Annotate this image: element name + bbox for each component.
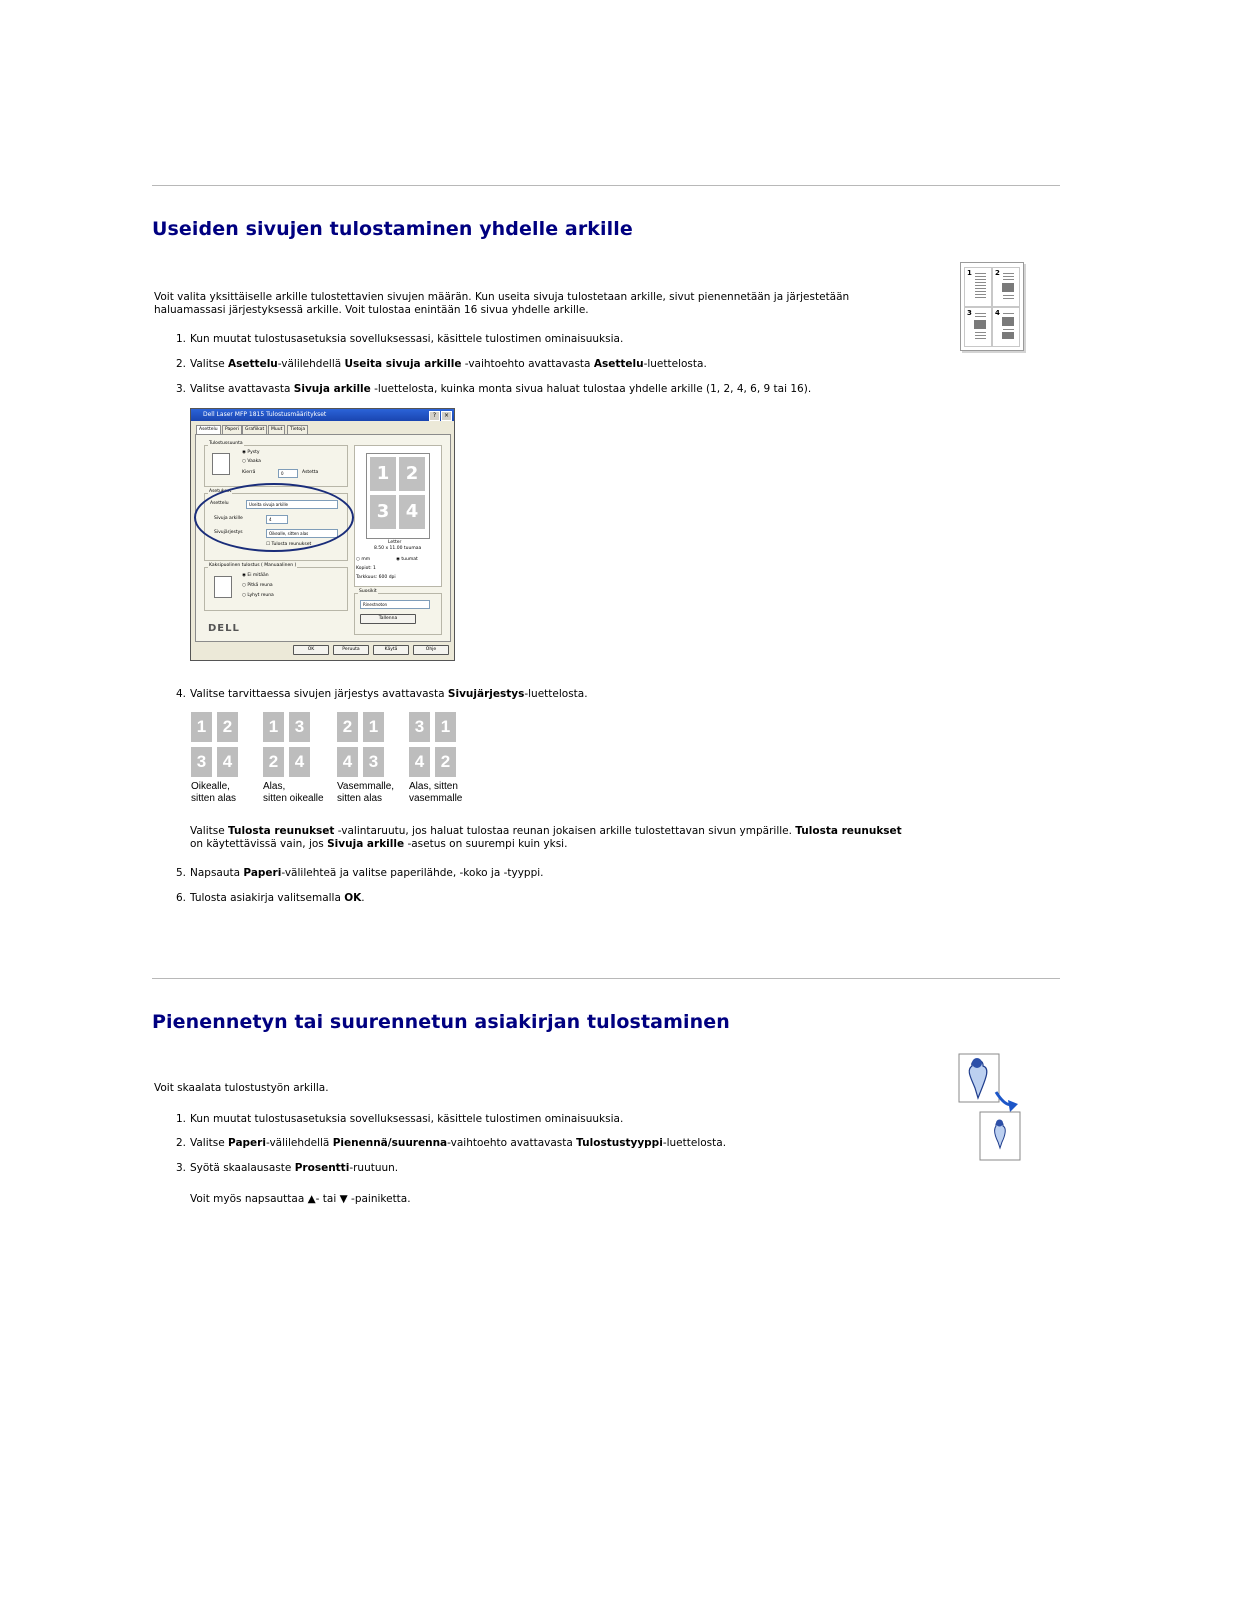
- ui-term: OK: [344, 892, 362, 904]
- ok-button[interactable]: OK: [293, 645, 329, 655]
- portrait-radio[interactable]: ◉ Pysty: [242, 450, 260, 455]
- order-caption: Alas,: [263, 781, 286, 792]
- order-page: 1: [435, 712, 456, 742]
- rotate-label: Kierrä: [242, 470, 256, 475]
- step-text: -luettelosta.: [643, 358, 707, 370]
- step-item: [175, 358, 707, 371]
- step-number: 2.: [175, 358, 186, 370]
- section-heading-multiple-pages: Useiden sivujen tulostaminen yhdelle arkille: [152, 218, 633, 240]
- preview-page: 3: [370, 495, 396, 529]
- tab-other[interactable]: Muut: [268, 425, 285, 435]
- cancel-button[interactable]: Peruuta: [333, 645, 369, 655]
- large-page-icon: [959, 1054, 999, 1102]
- step-number: 4.: [175, 688, 186, 700]
- duplex-page-icon: [214, 576, 232, 598]
- step-text: -luettelosta, kuinka monta sivua haluat tulostaa yhdelle arkille (1, 2, 4, 6, 9 tai 16).: [370, 383, 812, 395]
- step-text: -välilehdellä: [277, 358, 345, 370]
- checkbox-label: Tulosta reunukset: [271, 542, 312, 547]
- step-item: [175, 383, 812, 396]
- small-page-icon: [980, 1112, 1020, 1160]
- paper-size: 8.50 x 11.00 tuumaa: [374, 546, 422, 551]
- scaling-illustration: [956, 1052, 1026, 1164]
- tab-about[interactable]: Tietoja: [287, 425, 308, 435]
- radio-label: Ei mitään: [247, 573, 269, 578]
- save-button[interactable]: Tallenna: [360, 614, 416, 624]
- up-arrow-icon: ▲: [307, 1193, 316, 1205]
- step-text: Napsauta: [190, 867, 244, 879]
- duplex-long-radio[interactable]: ○ Pitkä reuna: [242, 583, 273, 588]
- thumbnail-page-number: 4: [995, 309, 1000, 317]
- step-text: -välilehdellä: [265, 1137, 333, 1149]
- order-page: 2: [337, 712, 358, 742]
- note-text: -valintaruutu, jos haluat tulostaa reunan jokaisen arkille tulostettavan sivun ympärille.: [334, 825, 796, 837]
- step-number: 1.: [175, 1113, 186, 1125]
- order-caption: vasemmalle: [409, 793, 463, 804]
- order-caption: sitten oikealle: [263, 793, 324, 804]
- layout-select[interactable]: Useita sivuja arkille: [246, 500, 338, 509]
- unit-mm-radio[interactable]: ○ mm: [356, 557, 371, 562]
- thumbnail-page-number: 3: [967, 309, 972, 317]
- borders-note: [190, 825, 970, 851]
- order-page: 1: [263, 712, 284, 742]
- group-label: Tulostussuunta: [209, 441, 243, 446]
- order-page: 3: [191, 747, 212, 777]
- order-caption: Alas, sitten: [409, 781, 458, 792]
- duplex-none-radio[interactable]: ◉ Ei mitään: [242, 573, 269, 578]
- paper-name: Letter: [388, 540, 402, 545]
- step-text: Valitse: [190, 1137, 229, 1149]
- thumbnail-page: [992, 307, 1020, 347]
- section-divider: [152, 978, 1060, 979]
- step-text: -vaihtoehto avattavasta: [461, 358, 594, 370]
- order-page: 1: [363, 712, 384, 742]
- ui-term: Tulostustyyppi: [576, 1137, 663, 1149]
- order-caption: sitten alas: [337, 793, 383, 804]
- order-page: 4: [289, 747, 310, 777]
- arrow-head: [1008, 1100, 1018, 1112]
- step-item: [175, 333, 624, 346]
- radio-label: mm: [361, 557, 371, 562]
- group-label: Asetukset: [209, 489, 232, 494]
- step-item: [175, 688, 588, 701]
- order-caption: sitten alas: [191, 793, 237, 804]
- step-text: -välilehteä ja valitse paperilähde, -koko ja -tyyppi.: [281, 867, 544, 879]
- ui-term: Tulosta reunukset: [795, 825, 902, 837]
- order-page: 4: [409, 747, 430, 777]
- step-number: 5.: [175, 867, 186, 879]
- step-text: -luettelosta.: [524, 688, 588, 700]
- note-text: Voit myös napsauttaa: [190, 1193, 308, 1205]
- step-item: [175, 1162, 399, 1175]
- step-text: Kun muutat tulostusasetuksia sovelluksessasi, käsittele tulostimen ominaisuuksia.: [190, 1113, 624, 1125]
- apply-button[interactable]: Käytä: [373, 645, 409, 655]
- help-button[interactable]: ?: [429, 411, 440, 421]
- rotate-unit: Astetta: [302, 470, 319, 475]
- dell-logo: DELL: [208, 623, 240, 634]
- duplex-short-radio[interactable]: ○ Lyhyt reuna: [242, 593, 274, 598]
- order-page: 3: [289, 712, 310, 742]
- highlight-ellipse: [194, 483, 354, 552]
- note-text: Valitse: [190, 825, 229, 837]
- ui-term: Asettelu: [593, 358, 644, 370]
- thumbnail-page: [992, 267, 1020, 307]
- note-text: - tai: [315, 1193, 340, 1205]
- ui-term: Sivujärjestys: [447, 688, 525, 700]
- preview-page: 2: [399, 457, 425, 491]
- dialog-title: Dell Laser MFP 1815 Tulostusmääritykset: [203, 411, 327, 418]
- radio-label: Lyhyt reuna: [247, 593, 274, 598]
- rotate-select[interactable]: 0: [278, 469, 298, 478]
- step-number: 6.: [175, 892, 186, 904]
- thumbnail-page-number: 2: [995, 269, 1000, 277]
- radio-label: Pysty: [247, 450, 260, 455]
- order-page: 3: [409, 712, 430, 742]
- step-item: [175, 1113, 624, 1126]
- landscape-radio[interactable]: ○ Vaaka: [242, 459, 261, 464]
- portrait-page-icon: [212, 453, 230, 475]
- spin-buttons-note: [190, 1193, 411, 1206]
- step-text: Syötä skaalausaste: [190, 1162, 295, 1174]
- tab-paper[interactable]: Paperi: [222, 425, 242, 435]
- order-page: 2: [217, 712, 238, 742]
- help-text-button[interactable]: Ohje: [413, 645, 449, 655]
- step-text: Tulosta asiakirja valitsemalla: [190, 892, 345, 904]
- note-text: on käytettävissä vain, jos: [190, 838, 328, 850]
- pages-per-sheet-select[interactable]: 4: [266, 515, 288, 524]
- ui-term: Pienennä/suurenna: [332, 1137, 448, 1149]
- down-arrow-icon: ▼: [339, 1193, 348, 1205]
- step-text: -ruutuun.: [349, 1162, 399, 1174]
- ui-term: Paperi: [228, 1137, 266, 1149]
- step-item: [175, 1137, 727, 1150]
- order-page: 4: [217, 747, 238, 777]
- preview-page: 1: [370, 457, 396, 491]
- radio-label: Pitkä reuna: [247, 583, 273, 588]
- step-number: 3.: [175, 383, 186, 395]
- tab-layout[interactable]: Asettelu: [196, 425, 221, 435]
- ui-term: Sivuja arkille: [327, 838, 405, 850]
- ui-term: Prosentti: [294, 1162, 350, 1174]
- tab-graphics[interactable]: Grafiikat: [242, 425, 267, 435]
- step-text: Valitse avattavasta: [190, 383, 294, 395]
- group-label: Kaksipuolinen tulostus ( Manuaalinen ): [209, 563, 297, 568]
- close-button[interactable]: ×: [441, 411, 452, 421]
- group-label: Suosikit: [359, 589, 377, 594]
- ui-term: Tulosta reunukset: [228, 825, 335, 837]
- order-caption: Vasemmalle,: [337, 781, 395, 792]
- multiple-pages-thumbnail: [960, 262, 1024, 351]
- ui-term: Useita sivuja arkille: [344, 358, 462, 370]
- dialog-title-bar: [191, 409, 454, 421]
- intro-paragraph: Voit skaalata tulostustyön arkilla.: [154, 1082, 329, 1094]
- print-borders-checkbox[interactable]: ☐ Tulosta reunukset: [266, 542, 312, 547]
- note-text: -asetus on suurempi kuin yksi.: [404, 838, 568, 850]
- step-text: Valitse tarvittaessa sivujen järjestys avattavasta: [190, 688, 448, 700]
- step-number: 3.: [175, 1162, 186, 1174]
- step-text: Valitse: [190, 358, 229, 370]
- step-text: -vaihtoehto avattavasta: [447, 1137, 577, 1149]
- page-order-label: Sivujärjestys: [214, 530, 243, 535]
- preview-page: 4: [399, 495, 425, 529]
- order-page: 2: [263, 747, 284, 777]
- step-text: .: [361, 892, 365, 904]
- ui-term: Sivuja arkille: [293, 383, 371, 395]
- thumbnail-page: [964, 267, 992, 307]
- layout-label: Asettelu: [210, 501, 229, 506]
- step-item: [175, 892, 365, 905]
- order-page: 3: [363, 747, 384, 777]
- radio-label: Vaaka: [247, 459, 261, 464]
- order-page: 4: [337, 747, 358, 777]
- step-text: Kun muutat tulostusasetuksia sovelluksessasi, käsittele tulostimen ominaisuuksia.: [190, 333, 624, 345]
- step-number: 2.: [175, 1137, 186, 1149]
- pages-per-sheet-label: Sivuja arkille: [214, 516, 243, 521]
- copies-info: Kopiot: 1: [356, 566, 376, 571]
- radio-label: tuumat: [401, 557, 418, 562]
- intro-paragraph: Voit valita yksittäiselle arkille tulostettavien sivujen määrän. Kun useita sivuja tulostetaan arkille, sivut pienennetään ja järjestetään haluamassasi järjestyksessä arkille. Voit tulostaa enintään 16 sivua yhdelle arkille.: [154, 291, 850, 316]
- resolution-info: Tarkkuus: 600 dpi: [356, 575, 396, 580]
- step-item: [175, 867, 544, 880]
- section-divider: [152, 185, 1060, 186]
- note-text: -painiketta.: [347, 1193, 411, 1205]
- page-order-select[interactable]: Oikealle, sitten alas: [266, 529, 338, 538]
- thumbnail-page-number: 1: [967, 269, 972, 277]
- step-text: -luettelosta.: [662, 1137, 727, 1149]
- thumbnail-page: [964, 307, 992, 347]
- favorites-select[interactable]: Rinestnoton: [360, 600, 430, 609]
- ui-term: Paperi: [243, 867, 282, 879]
- order-page: 2: [435, 747, 456, 777]
- step-number: 1.: [175, 333, 186, 345]
- unit-inch-radio[interactable]: ◉ tuumat: [396, 557, 418, 562]
- order-caption: Oikealle,: [191, 781, 230, 792]
- section-heading-scaling: Pienennetyn tai suurennetun asiakirjan tulostaminen: [152, 1011, 730, 1033]
- ui-term: Asettelu: [228, 358, 278, 370]
- order-page: 1: [191, 712, 212, 742]
